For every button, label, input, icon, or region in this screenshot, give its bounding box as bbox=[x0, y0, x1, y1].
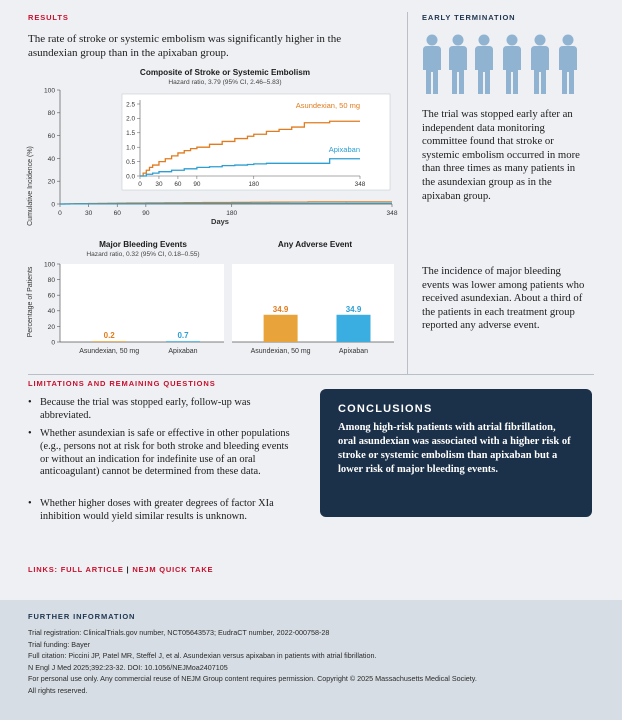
adverse-bar-asundexian bbox=[264, 315, 298, 342]
bleeding-bar-apixaban bbox=[166, 341, 200, 342]
bleeding-y-tick-label: 100 bbox=[43, 261, 55, 269]
adverse-bar-apixaban bbox=[337, 315, 371, 342]
stroke-chart-title: Composite of Stroke or Systemic Embolism bbox=[139, 68, 311, 77]
results-title: RESULTS bbox=[28, 13, 69, 22]
adverse-chart-title: Any Adverse Event bbox=[277, 240, 353, 249]
bleeding-bar-label: 0.7 bbox=[177, 331, 189, 341]
limitation-bullet-2: • Whether asundexian is safe or effective in other populations (e.g., persons not at risk for both stroke and bleeding events or without an indication for indefinite use of an oral anticoagulant) cannot be determined from these data. bbox=[40, 428, 298, 479]
inset-x-tick-label: 180 bbox=[248, 181, 260, 188]
bar-axes bbox=[44, 261, 394, 355]
inset-x-tick-label: 30 bbox=[155, 181, 163, 188]
main-series-line-apixaban bbox=[60, 203, 392, 204]
bleeding-chart-subtitle: Hazard ratio, 0.32 (95% CI, 0.18–0.55) bbox=[86, 251, 200, 258]
early-termination-text: The trial was stopped early after an independent data monitoring committee found that stroke or systemic embolism occurred in more than three times as many patients in the asundexian group as in the apixaban group. bbox=[422, 108, 580, 202]
stroke-chart bbox=[22, 86, 402, 232]
person-head bbox=[479, 35, 490, 46]
journal-reference: N Engl J Med 2025;392:23-32. DOI: 10.1056/NEJMoa2407105 bbox=[28, 662, 228, 672]
links-label: LINKS: bbox=[28, 565, 58, 574]
stroke-chart-xlabel: Days bbox=[211, 217, 229, 226]
bleeding-bar-asundexian bbox=[92, 341, 126, 342]
copyright-line-2: All rights reserved. bbox=[28, 685, 88, 695]
links-row bbox=[28, 565, 213, 574]
copyright-line-1: For personal use only. Any commercial reuse of NEJM Group content requires permission. Copyright © 2025 Massachusetts Medical Society. bbox=[28, 674, 477, 684]
bleeding-category-label: Apixaban bbox=[168, 348, 198, 355]
column-divider bbox=[407, 12, 408, 374]
person-body bbox=[559, 46, 577, 94]
bleeding-y-tick-label: 0 bbox=[51, 339, 55, 347]
quick-take-link[interactable]: NEJM QUICK TAKE bbox=[132, 565, 214, 574]
person-body bbox=[531, 46, 549, 94]
main-y-tick-label: 60 bbox=[47, 133, 55, 140]
bleeding-plot-area bbox=[60, 264, 224, 342]
inset-x-tick-label: 60 bbox=[174, 181, 182, 188]
adverse-bar-label: 34.9 bbox=[272, 304, 289, 314]
full-article-link[interactable]: FULL ARTICLE bbox=[60, 565, 124, 574]
person-body bbox=[423, 46, 441, 94]
full-citation: Full citation: Piccini JP, Patel MR, Steffel J, et al. Asundexian versus apixaban in patients with atrial fibrillation. bbox=[28, 651, 377, 661]
bleeding-bar-label: 0.2 bbox=[103, 331, 115, 341]
adverse-category-label: Asundexian, 50 mg bbox=[250, 348, 311, 355]
person-body bbox=[503, 46, 521, 94]
stroke-chart-subtitle: Hazard ratio, 3.79 (95% CI, 2.46–5.83) bbox=[168, 79, 282, 86]
inset-x-tick-label: 348 bbox=[354, 181, 366, 188]
bleeding-chart-title: Major Bleeding Events bbox=[99, 240, 187, 249]
links-separator: | bbox=[126, 565, 130, 574]
bar-charts bbox=[22, 256, 402, 360]
main-y-tick-label: 0 bbox=[51, 201, 55, 209]
main-x-tick-label: 0 bbox=[58, 210, 62, 217]
main-x-tick-label: 90 bbox=[142, 210, 150, 217]
adverse-category-label: Apixaban bbox=[338, 348, 369, 355]
main-x-tick-label: 348 bbox=[386, 210, 398, 217]
bleeding-category-label: Asundexian, 50 mg bbox=[79, 348, 140, 355]
main-x-tick-label: 60 bbox=[113, 210, 121, 217]
conclusions-box bbox=[320, 389, 592, 517]
legend-asundexian: Asundexian, 50 mg bbox=[295, 101, 360, 110]
person-head bbox=[507, 35, 518, 46]
inset-x-tick-label: 0 bbox=[138, 181, 142, 188]
bleeding-y-tick-label: 60 bbox=[47, 292, 55, 300]
conclusions-title: CONCLUSIONS bbox=[338, 403, 433, 415]
bleeding-note: The incidence of major bleeding events was lower among patients who received asundexian. About a third of the patients in each treatment group reported any adverse event. bbox=[422, 265, 585, 332]
trial-funding: Trial funding: Bayer bbox=[28, 639, 91, 649]
bar-chart-ylabel: Percentage of Patients bbox=[27, 266, 34, 338]
patients-figures-icon bbox=[420, 32, 590, 98]
further-info-title: FURTHER INFORMATION bbox=[28, 612, 136, 621]
person-head bbox=[427, 35, 438, 46]
inset-y-tick-label: 2.0 bbox=[126, 115, 135, 123]
main-y-tick-label: 80 bbox=[47, 110, 55, 118]
main-x-tick-label: 30 bbox=[84, 210, 93, 217]
limitation-bullet-3: • Whether higher doses with greater degrees of factor XIa inhibition would yield similar results is unknown. bbox=[40, 498, 298, 524]
person-head bbox=[563, 35, 574, 46]
bleeding-y-tick-label: 40 bbox=[47, 308, 55, 316]
trial-registration: Trial registration: ClinicalTrials.gov number, NCT05643573; EudraCT number, 2022-000758-28 bbox=[28, 628, 330, 637]
section-divider bbox=[28, 374, 594, 375]
inset-y-tick-label: 1.5 bbox=[126, 130, 135, 138]
person-head bbox=[453, 35, 464, 46]
inset-x-tick-label: 90 bbox=[193, 181, 201, 188]
inset-y-tick-label: 1.0 bbox=[126, 144, 135, 152]
adverse-bar-label: 34.9 bbox=[345, 304, 362, 314]
legend-apixaban: Apixaban bbox=[328, 145, 360, 154]
limitation-bullet-1: • Because the trial was stopped early, follow-up was abbreviated. bbox=[40, 397, 298, 423]
person-body bbox=[449, 46, 467, 94]
main-x-tick-label: 180 bbox=[226, 210, 238, 217]
stroke-chart-ylabel: Cumulative Incidence (%) bbox=[27, 146, 34, 226]
footer bbox=[0, 600, 622, 720]
conclusions-text: Among high-risk patients with atrial fibrillation, oral asundexian was associated with a higher risk of stroke or systemic embolism than apixaban but a lower risk of major bleeding events. bbox=[338, 422, 571, 475]
inset-y-tick-label: 0.5 bbox=[126, 158, 135, 166]
inset-y-tick-label: 0.0 bbox=[126, 173, 135, 181]
bleeding-y-tick-label: 80 bbox=[47, 277, 55, 284]
results-lead: The rate of stroke or systemic embolism was significantly higher in the asundexian group than in the apixaban group. bbox=[28, 33, 342, 59]
inset-y-tick-label: 2.5 bbox=[126, 101, 135, 109]
main-y-tick-label: 100 bbox=[43, 87, 55, 95]
main-y-tick-label: 20 bbox=[47, 178, 55, 186]
limitations-title: LIMITATIONS AND REMAINING QUESTIONS bbox=[28, 379, 216, 388]
person-body bbox=[475, 46, 493, 94]
bleeding-y-tick-label: 20 bbox=[47, 323, 55, 331]
person-head bbox=[535, 35, 546, 46]
main-y-tick-label: 40 bbox=[47, 155, 55, 163]
early-termination-title: EARLY TERMINATION bbox=[422, 13, 516, 22]
